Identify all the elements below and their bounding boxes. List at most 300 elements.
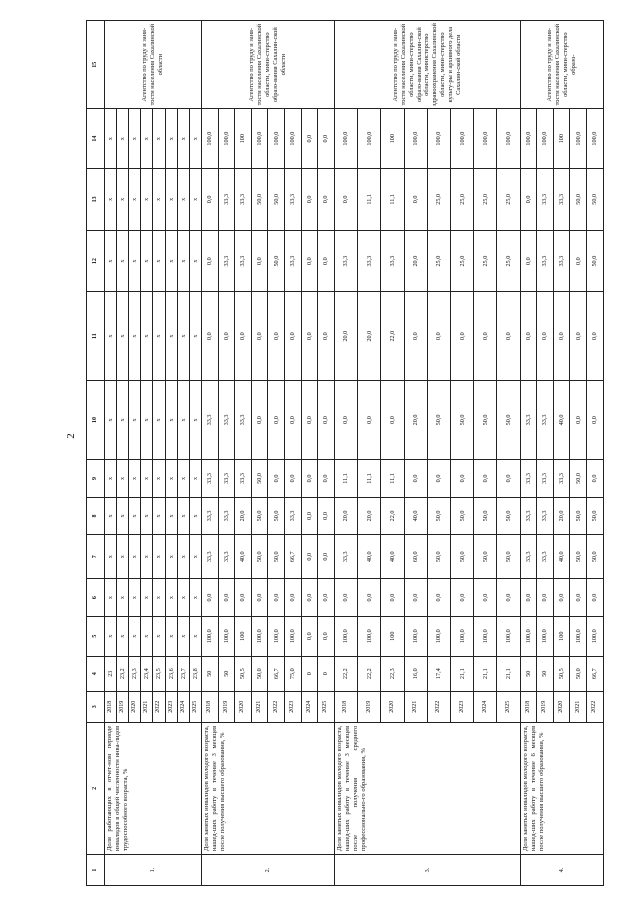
value-cell: x <box>165 460 177 498</box>
value-cell: x <box>189 616 201 656</box>
rotated-table-container <box>86 20 604 886</box>
value-cell: 50 <box>218 656 235 691</box>
value-cell: 33,3 <box>537 460 554 498</box>
value-cell: x <box>116 616 128 656</box>
value-cell: 75,0 <box>285 656 302 691</box>
value-cell: 50,0 <box>570 168 587 230</box>
value-cell: 100,0 <box>537 109 554 169</box>
value-cell: x <box>129 535 141 579</box>
value-cell: 0,0 <box>318 497 335 535</box>
value-cell: 0,0 <box>318 380 335 459</box>
value-cell: 0,0 <box>318 535 335 579</box>
value-cell: 0,0 <box>301 497 318 535</box>
header-cell: 5 <box>87 616 105 656</box>
value-cell: 20,0 <box>404 380 427 459</box>
value-cell: 0,0 <box>202 230 219 292</box>
value-cell: 100,0 <box>268 616 285 656</box>
value-cell: 100,0 <box>251 616 268 656</box>
value-cell: x <box>116 109 128 169</box>
value-cell: 100,0 <box>285 616 302 656</box>
value-cell: x <box>141 168 153 230</box>
value-cell: x <box>153 616 165 656</box>
value-cell: 50,0 <box>587 497 604 535</box>
value-cell: 50,0 <box>570 535 587 579</box>
year-cell: 2022 <box>268 691 285 722</box>
value-cell: 50,0 <box>268 230 285 292</box>
header-cell: 14 <box>87 109 105 169</box>
value-cell: 0,0 <box>268 380 285 459</box>
value-cell: 100,0 <box>334 616 357 656</box>
value-cell: 100,0 <box>474 109 497 169</box>
value-cell: 100,0 <box>570 616 587 656</box>
row-number: 1. <box>104 855 201 886</box>
value-cell: 0,0 <box>318 109 335 169</box>
value-cell: 100,0 <box>587 109 604 169</box>
value-cell: 0,0 <box>404 168 427 230</box>
value-cell: x <box>141 109 153 169</box>
value-cell: x <box>153 460 165 498</box>
value-cell: 17,4 <box>427 656 450 691</box>
value-cell: 33,3 <box>218 230 235 292</box>
value-cell: 66,7 <box>285 535 302 579</box>
value-cell: 0,0 <box>301 230 318 292</box>
value-cell: x <box>153 579 165 617</box>
value-cell: x <box>104 109 116 169</box>
row-number: 4. <box>520 855 603 886</box>
value-cell: 25,0 <box>451 168 474 230</box>
value-cell: 33,3 <box>520 535 537 579</box>
header-cell: 7 <box>87 535 105 579</box>
value-cell: 25,0 <box>497 168 520 230</box>
value-cell: 16,0 <box>404 656 427 691</box>
value-cell: 0,0 <box>520 168 537 230</box>
value-cell: 33,3 <box>235 380 252 459</box>
value-cell: x <box>177 230 189 292</box>
value-cell: 100,0 <box>427 109 450 169</box>
value-cell: x <box>177 497 189 535</box>
value-cell: 0,0 <box>427 579 450 617</box>
value-cell: 33,3 <box>235 230 252 292</box>
value-cell: 100 <box>235 616 252 656</box>
value-cell: 0,0 <box>202 579 219 617</box>
year-cell: 2018 <box>104 691 116 722</box>
value-cell: 23,7 <box>177 656 189 691</box>
table-row <box>104 21 116 886</box>
value-cell: x <box>189 497 201 535</box>
value-cell: x <box>165 616 177 656</box>
year-cell: 2018 <box>520 691 537 722</box>
value-cell: 50,0 <box>497 380 520 459</box>
value-cell: 20,0 <box>235 497 252 535</box>
indicator-name: Доля занятых инвалидов молодого возраста, нашед-ших работу в течение 3 месяцев после получения среднего профессионально-го образования, % <box>334 722 520 854</box>
value-cell: 20,0 <box>334 292 357 380</box>
value-cell: 100,0 <box>218 616 235 656</box>
value-cell: 50,0 <box>497 497 520 535</box>
value-cell: x <box>177 535 189 579</box>
value-cell: 22,3 <box>381 656 404 691</box>
value-cell: 0,0 <box>451 579 474 617</box>
value-cell: 11,1 <box>358 460 381 498</box>
value-cell: 25,0 <box>474 168 497 230</box>
value-cell: 50,5 <box>553 656 570 691</box>
value-cell: 33,3 <box>218 497 235 535</box>
value-cell: 100,0 <box>404 109 427 169</box>
value-cell: 100,0 <box>451 616 474 656</box>
value-cell: 0,0 <box>537 292 554 380</box>
value-cell: 11,1 <box>358 168 381 230</box>
value-cell: 100,0 <box>285 109 302 169</box>
year-cell: 2020 <box>381 691 404 722</box>
value-cell: x <box>165 230 177 292</box>
header-cell: 9 <box>87 460 105 498</box>
value-cell: 33,3 <box>537 168 554 230</box>
year-cell: 2018 <box>202 691 219 722</box>
value-cell: 50,0 <box>474 497 497 535</box>
value-cell: 33,3 <box>202 380 219 459</box>
header-cell: 15 <box>87 21 105 109</box>
value-cell: 100,0 <box>520 616 537 656</box>
year-cell: 2020 <box>129 691 141 722</box>
value-cell: 33,3 <box>537 497 554 535</box>
year-cell: 2020 <box>553 691 570 722</box>
value-cell: 100,0 <box>587 616 604 656</box>
value-cell: x <box>129 168 141 230</box>
year-cell: 2025 <box>318 691 335 722</box>
value-cell: x <box>116 497 128 535</box>
header-cell: 12 <box>87 230 105 292</box>
value-cell: 0,0 <box>301 168 318 230</box>
value-cell: x <box>153 292 165 380</box>
value-cell: 0,0 <box>285 460 302 498</box>
value-cell: x <box>165 380 177 459</box>
table-row <box>520 21 537 886</box>
value-cell: x <box>153 535 165 579</box>
value-cell: 33,3 <box>553 168 570 230</box>
value-cell: 0,0 <box>381 380 404 459</box>
value-cell: 20,0 <box>334 497 357 535</box>
value-cell: 50,0 <box>427 380 450 459</box>
value-cell: 50,0 <box>570 497 587 535</box>
value-cell: x <box>153 230 165 292</box>
value-cell: 0,0 <box>381 579 404 617</box>
value-cell: x <box>116 579 128 617</box>
value-cell: 23,4 <box>141 656 153 691</box>
value-cell: x <box>141 380 153 459</box>
year-cell: 2024 <box>474 691 497 722</box>
value-cell: 0,0 <box>570 380 587 459</box>
value-cell: x <box>116 535 128 579</box>
indicator-name: Доля работающих в отчет-ном периоде инвалидов в общей численности инва-лидов трудоспособного возраста, % <box>104 722 201 854</box>
value-cell: 50,0 <box>427 497 450 535</box>
header-cell: 13 <box>87 168 105 230</box>
value-cell: 0,0 <box>537 579 554 617</box>
value-cell: 33,3 <box>381 230 404 292</box>
value-cell: x <box>104 230 116 292</box>
value-cell: 23,3 <box>129 656 141 691</box>
value-cell: 50 <box>537 656 554 691</box>
value-cell: x <box>104 168 116 230</box>
value-cell: 0,0 <box>251 292 268 380</box>
responsible-agency: Агентство по труду и заня-тости населения Сахалинской области, мини-стерство образо- <box>520 21 603 109</box>
value-cell: 0,0 <box>318 579 335 617</box>
value-cell: 0 <box>318 656 335 691</box>
value-cell: x <box>177 292 189 380</box>
value-cell: 20,0 <box>358 497 381 535</box>
value-cell: 50,0 <box>251 656 268 691</box>
value-cell: 0,0 <box>202 292 219 380</box>
indicator-name: Доля занятых инвалидов молодого возраста, нашед-ших работу в течение 6 месяцев после получения высшего образования, % <box>520 722 603 854</box>
value-cell: 0,0 <box>251 230 268 292</box>
year-cell: 2023 <box>165 691 177 722</box>
value-cell: 0,0 <box>553 292 570 380</box>
value-cell: 0,0 <box>334 579 357 617</box>
value-cell: 100 <box>381 109 404 169</box>
responsible-agency: Агентство по труду и заня-тости населения Сахалинской области, мини-стерство образо-вания Сахалин-ской области, министерство здравоохранения Сахалинской области, мини-стерство культу-ры и архивного дела Сахалин-ской области <box>334 21 520 109</box>
value-cell: x <box>104 579 116 617</box>
value-cell: x <box>141 230 153 292</box>
value-cell: x <box>189 292 201 380</box>
year-cell: 2023 <box>451 691 474 722</box>
value-cell: 100,0 <box>474 616 497 656</box>
value-cell: x <box>153 380 165 459</box>
value-cell: 100,0 <box>334 109 357 169</box>
value-cell: 33,3 <box>334 230 357 292</box>
value-cell: 33,3 <box>520 460 537 498</box>
value-cell: 100,0 <box>520 109 537 169</box>
value-cell: x <box>104 497 116 535</box>
value-cell: 50,0 <box>587 535 604 579</box>
value-cell: 23,8 <box>189 656 201 691</box>
value-cell: 50,0 <box>451 380 474 459</box>
value-cell: 0,0 <box>334 380 357 459</box>
value-cell: 100,0 <box>497 109 520 169</box>
value-cell: 0,0 <box>285 292 302 380</box>
value-cell: 0,0 <box>358 380 381 459</box>
value-cell: 100,0 <box>358 109 381 169</box>
value-cell: x <box>165 535 177 579</box>
table-row <box>202 21 219 886</box>
value-cell: 33,3 <box>334 535 357 579</box>
value-cell: 33,3 <box>520 380 537 459</box>
value-cell: 0,0 <box>301 292 318 380</box>
value-cell: x <box>165 168 177 230</box>
value-cell: 50,0 <box>474 535 497 579</box>
value-cell: 0,0 <box>235 579 252 617</box>
value-cell: x <box>104 460 116 498</box>
table-header-row <box>87 21 105 886</box>
table-row <box>334 21 357 886</box>
value-cell: x <box>189 380 201 459</box>
value-cell: 50 <box>202 656 219 691</box>
value-cell: 0,0 <box>497 292 520 380</box>
value-cell: 21,1 <box>451 656 474 691</box>
value-cell: 33,3 <box>218 460 235 498</box>
value-cell: x <box>165 109 177 169</box>
value-cell: 33,3 <box>235 460 252 498</box>
value-cell: 33,3 <box>537 535 554 579</box>
value-cell: 33,3 <box>520 497 537 535</box>
value-cell: x <box>129 616 141 656</box>
value-cell: 25,0 <box>427 168 450 230</box>
value-cell: x <box>177 380 189 459</box>
value-cell: x <box>129 460 141 498</box>
value-cell: 23 <box>104 656 116 691</box>
value-cell: 33,3 <box>202 460 219 498</box>
value-cell: 50,5 <box>235 656 252 691</box>
value-cell: 50,0 <box>497 535 520 579</box>
value-cell: 50,0 <box>570 460 587 498</box>
value-cell: x <box>177 579 189 617</box>
value-cell: 40,0 <box>404 497 427 535</box>
value-cell: x <box>165 497 177 535</box>
value-cell: x <box>189 109 201 169</box>
value-cell: 33,3 <box>218 380 235 459</box>
value-cell: 0,0 <box>218 292 235 380</box>
value-cell: 40,0 <box>381 535 404 579</box>
value-cell: 33,3 <box>235 168 252 230</box>
value-cell: 25,0 <box>474 230 497 292</box>
value-cell: 50,0 <box>251 535 268 579</box>
value-cell: 0,0 <box>587 460 604 498</box>
value-cell: 22,2 <box>334 656 357 691</box>
value-cell: x <box>129 109 141 169</box>
value-cell: x <box>104 616 116 656</box>
value-cell: x <box>129 380 141 459</box>
value-cell: 100,0 <box>251 109 268 169</box>
value-cell: 50,0 <box>587 168 604 230</box>
value-cell: 0,0 <box>474 292 497 380</box>
value-cell: x <box>177 460 189 498</box>
value-cell: 23,2 <box>116 656 128 691</box>
value-cell: x <box>165 292 177 380</box>
value-cell: 0,0 <box>285 579 302 617</box>
value-cell: 0,0 <box>474 460 497 498</box>
year-cell: 2022 <box>153 691 165 722</box>
value-cell: 0,0 <box>358 579 381 617</box>
value-cell: 100,0 <box>404 616 427 656</box>
value-cell: 23,5 <box>153 656 165 691</box>
header-cell: 10 <box>87 380 105 459</box>
value-cell: 50,0 <box>268 535 285 579</box>
value-cell: 0,0 <box>301 616 318 656</box>
value-cell: x <box>153 168 165 230</box>
value-cell: x <box>189 168 201 230</box>
value-cell: 40,0 <box>553 380 570 459</box>
value-cell: 100 <box>235 109 252 169</box>
value-cell: 0,0 <box>318 168 335 230</box>
value-cell: x <box>129 497 141 535</box>
value-cell: 50,0 <box>268 168 285 230</box>
row-number: 3. <box>334 855 520 886</box>
value-cell: 33,3 <box>218 168 235 230</box>
value-cell: 20,0 <box>553 497 570 535</box>
value-cell: 50,0 <box>474 380 497 459</box>
value-cell: 100 <box>553 616 570 656</box>
year-cell: 2019 <box>537 691 554 722</box>
value-cell: 11,1 <box>381 168 404 230</box>
value-cell: 0,0 <box>202 168 219 230</box>
value-cell: x <box>104 292 116 380</box>
year-cell: 2021 <box>404 691 427 722</box>
value-cell: 50 <box>520 656 537 691</box>
value-cell: 60,0 <box>404 535 427 579</box>
value-cell: 100 <box>381 616 404 656</box>
value-cell: 0,0 <box>570 579 587 617</box>
indicator-table <box>86 20 604 886</box>
value-cell: x <box>116 230 128 292</box>
value-cell: 0,0 <box>451 292 474 380</box>
year-cell: 2020 <box>235 691 252 722</box>
value-cell: 33,3 <box>553 230 570 292</box>
year-cell: 2025 <box>497 691 520 722</box>
value-cell: 0 <box>301 656 318 691</box>
value-cell: 0,0 <box>587 292 604 380</box>
year-cell: 2019 <box>116 691 128 722</box>
value-cell: 0,0 <box>318 460 335 498</box>
value-cell: 0,0 <box>251 579 268 617</box>
value-cell: 0,0 <box>474 579 497 617</box>
value-cell: x <box>189 230 201 292</box>
value-cell: x <box>104 535 116 579</box>
value-cell: 0,0 <box>587 380 604 459</box>
year-cell: 2022 <box>427 691 450 722</box>
value-cell: 0,0 <box>301 579 318 617</box>
value-cell: 22,2 <box>358 656 381 691</box>
value-cell: x <box>129 292 141 380</box>
value-cell: x <box>141 292 153 380</box>
value-cell: 100,0 <box>268 109 285 169</box>
rotated-page-wrapper <box>86 20 604 886</box>
value-cell: x <box>177 168 189 230</box>
value-cell: x <box>153 497 165 535</box>
year-cell: 2021 <box>141 691 153 722</box>
value-cell: 0,0 <box>235 292 252 380</box>
value-cell: x <box>141 460 153 498</box>
value-cell: 40,0 <box>553 535 570 579</box>
header-cell: 6 <box>87 579 105 617</box>
value-cell: 100,0 <box>451 109 474 169</box>
value-cell: 66,7 <box>268 656 285 691</box>
header-cell: 11 <box>87 292 105 380</box>
value-cell: 100,0 <box>427 616 450 656</box>
value-cell: 50,0 <box>251 497 268 535</box>
value-cell: 0,0 <box>268 292 285 380</box>
value-cell: 50,0 <box>570 656 587 691</box>
value-cell: 0,0 <box>520 230 537 292</box>
value-cell: 21,1 <box>497 656 520 691</box>
value-cell: 0,0 <box>570 292 587 380</box>
value-cell: 20,0 <box>404 230 427 292</box>
value-cell: 33,3 <box>553 460 570 498</box>
header-cell: 8 <box>87 497 105 535</box>
value-cell: 0,0 <box>251 380 268 459</box>
value-cell: 33,3 <box>537 230 554 292</box>
value-cell: 66,7 <box>587 656 604 691</box>
value-cell: 40,0 <box>358 535 381 579</box>
value-cell: 100,0 <box>570 109 587 169</box>
value-cell: 0,0 <box>587 579 604 617</box>
value-cell: 0,0 <box>301 109 318 169</box>
value-cell: 100 <box>553 109 570 169</box>
value-cell: 33,3 <box>218 535 235 579</box>
value-cell: 23,6 <box>165 656 177 691</box>
table-body <box>87 21 604 886</box>
value-cell: 0,0 <box>497 579 520 617</box>
year-cell: 2025 <box>189 691 201 722</box>
value-cell: 0,0 <box>570 230 587 292</box>
value-cell: 33,3 <box>202 497 219 535</box>
value-cell: x <box>141 497 153 535</box>
